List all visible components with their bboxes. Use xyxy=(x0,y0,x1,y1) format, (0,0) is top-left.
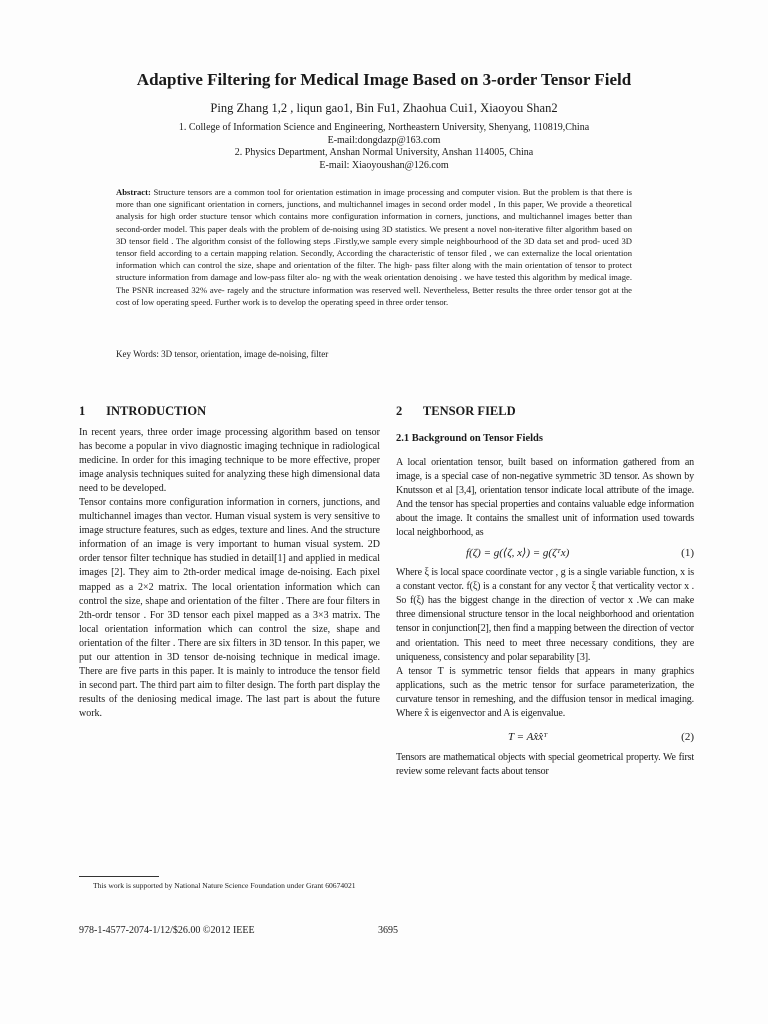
abstract-text: Structure tensors are a common tool for orientation estimation in image processing and computer vision. But the problem is that there is more than one significant orientation in corners, junctions, and multichannel images in second order model , In this paper, We provide a theoretical analysis for high order stucture tensor which contains more configuration information in corners, junctions, and multichannel images better than second-order model. This paper deals with the problem of de-noising using 3D statistics. We present a novel non-iterative filter algorithm based on 3D tensor field . The algorithm consist of the following steps .Firstly,we sample every simple neighbourhood of the 3D data set and prod- uced 3D tensor field according to a certain mapping relation. Secondly, According the characteristic of tensor filed , we can externalize the local orientation information which can control the size, shape and orientation of the filter. The high- pass filter along with the main orientation of tensor to protect structure information from damage and low-pass filter alo- ng with the weak orientation denoising . we have tested this algorithm by medical image. The PSNR increased 32% ave- ragely and the structure information was reserved well. Nevertheless, Better results the three order tensor got at the cost of low operating speed. Further work is to develop the operating speed in three order tensor. xyxy=(116,187,632,307)
affiliations xyxy=(40,122,728,172)
equation-2: T = Ax̂x̂ᵀ xyxy=(508,730,548,743)
page-number: 3695 xyxy=(378,925,398,936)
affiliation-1: 1. College of Information Science and Engineering, Northeastern University, Shenyang, 110819,China xyxy=(178,122,590,133)
intro-paragraph-1: In recent years, three order image processing algorithm based on tensor has become a popular in vivo diagnostic imaging technique in radiological medicine. In order for this imaging technique to be more effective, proper image analysis techniques suited for analyzing these high dimensional data need to be developed. xyxy=(79,427,380,495)
section-2-heading xyxy=(396,404,516,418)
tensor-paragraph-2: Where ξ is local space coordinate vector , g is a single variable function, x is a constant vector. f(ξ) is a constant for any vector ξ that verticality vector x . So f(ξ) has the biggest change in the direction of vector x .We can make three dimensional structure tensor in the local neighborhood and orientation tensor in conjunction[2], then find a mapping between the direction of vector and orientation. This need to meet three necessary conditions, they are uniqueness, consistency and polar separability [3]. xyxy=(396,567,694,663)
equation-1-row xyxy=(396,540,694,566)
section-2-number: 2 xyxy=(396,404,403,418)
tensor-paragraph-4: Tensors are mathematical objects with special geometrical property. We first review some relevant facts about tensor xyxy=(396,751,694,777)
tensor-paragraph-3: A tensor T is symmetric tensor fields that appears in many graphics applications, such as the metric tensor for surface parameterization, the curvature tensor in remeshing, and the diffusion tensor in medical imaging. Where x̂ is eigenvector and A is eigenvalue. xyxy=(396,665,694,719)
affiliation-2-email: E-mail: Xiaoyoushan@126.com xyxy=(319,159,449,171)
affiliation-1-email: E-mail:dongdazp@163.com xyxy=(327,134,441,146)
subsection-heading: 2.1 Background on Tensor Fields xyxy=(396,433,543,444)
left-column xyxy=(79,426,380,721)
footer-isbn: 978-1-4577-2074-1/12/$26.00 ©2012 IEEE xyxy=(79,925,255,936)
tensor-paragraph-1: A local orientation tensor, built based on information gathered from an image, is a special case of non-negative symmetric 3D tensor. As shown by Knutsson et al [3,4], orientation tensor indicate local attribute of the image. And the tensor has special properties and contains valuable edge information about the image. It contains the smallest unit of information used towards local neighborhood, as xyxy=(396,457,694,539)
affiliation-2: 2. Physics Department, Anshan Normal University, Anshan 114005, China xyxy=(234,147,534,158)
author-list: Ping Zhang 1,2 , liqun gao1, Bin Fu1, Zhaohua Cui1, Xiaoyou Shan2 xyxy=(210,101,558,115)
equation-1-number: (1) xyxy=(681,547,694,560)
section-2-title: TENSOR FIELD xyxy=(422,404,516,418)
equation-2-row xyxy=(396,721,694,751)
abstract xyxy=(116,186,632,308)
equation-2-number: (2) xyxy=(681,730,694,743)
keywords: Key Words: 3D tensor, orientation, image de-noising, filter xyxy=(116,349,329,359)
footnote-rule xyxy=(79,876,159,877)
equation-1: f(ζ) = g(⟨ζ, x⟩) = g(ζᵀx) xyxy=(466,547,570,560)
footnote: This work is supported by National Nature Science Foundation under Grant 60674021 xyxy=(93,881,356,890)
intro-paragraph-2: Tensor contains more configuration information in corners, junctions, and multichannel images than vector. Human visual system is very sensitive to image structure features, such as edges, texture and lines. And the structure information of an image is very important to human visual system. 2D order tensor filter technique has studied in detail[1] and applied in medical images [2]. They aim to 2th-order medical image de-noising. Each pixel mapped as a 2×2 matrix. The local orientation information which can control the size, shape and orientation of the filter . There are four filters in 2th-ordr tensor . For 3D tensor each pixel mapped as a 3×3 matrix. The local orientation information which can control the size, shape and orientation of the filter . There are six filters in 3D tensor. In this paper, we put our attention in 3D tensor de-noising technique in medical image. There are five parts in this paper. It is mainly to introduce the tensor field in second part. The third part aim to filter design. The forth part display the results of the deniosing medical image. The last part is about the future work. xyxy=(79,497,380,719)
section-1-title: INTRODUCTION xyxy=(106,404,207,418)
right-column xyxy=(396,456,694,779)
paper-title: Adaptive Filtering for Medical Image Based on 3-order Tensor Field xyxy=(136,70,632,89)
abstract-label: Abstract: xyxy=(116,187,151,197)
section-1-heading xyxy=(79,404,206,418)
section-1-number: 1 xyxy=(79,404,86,418)
